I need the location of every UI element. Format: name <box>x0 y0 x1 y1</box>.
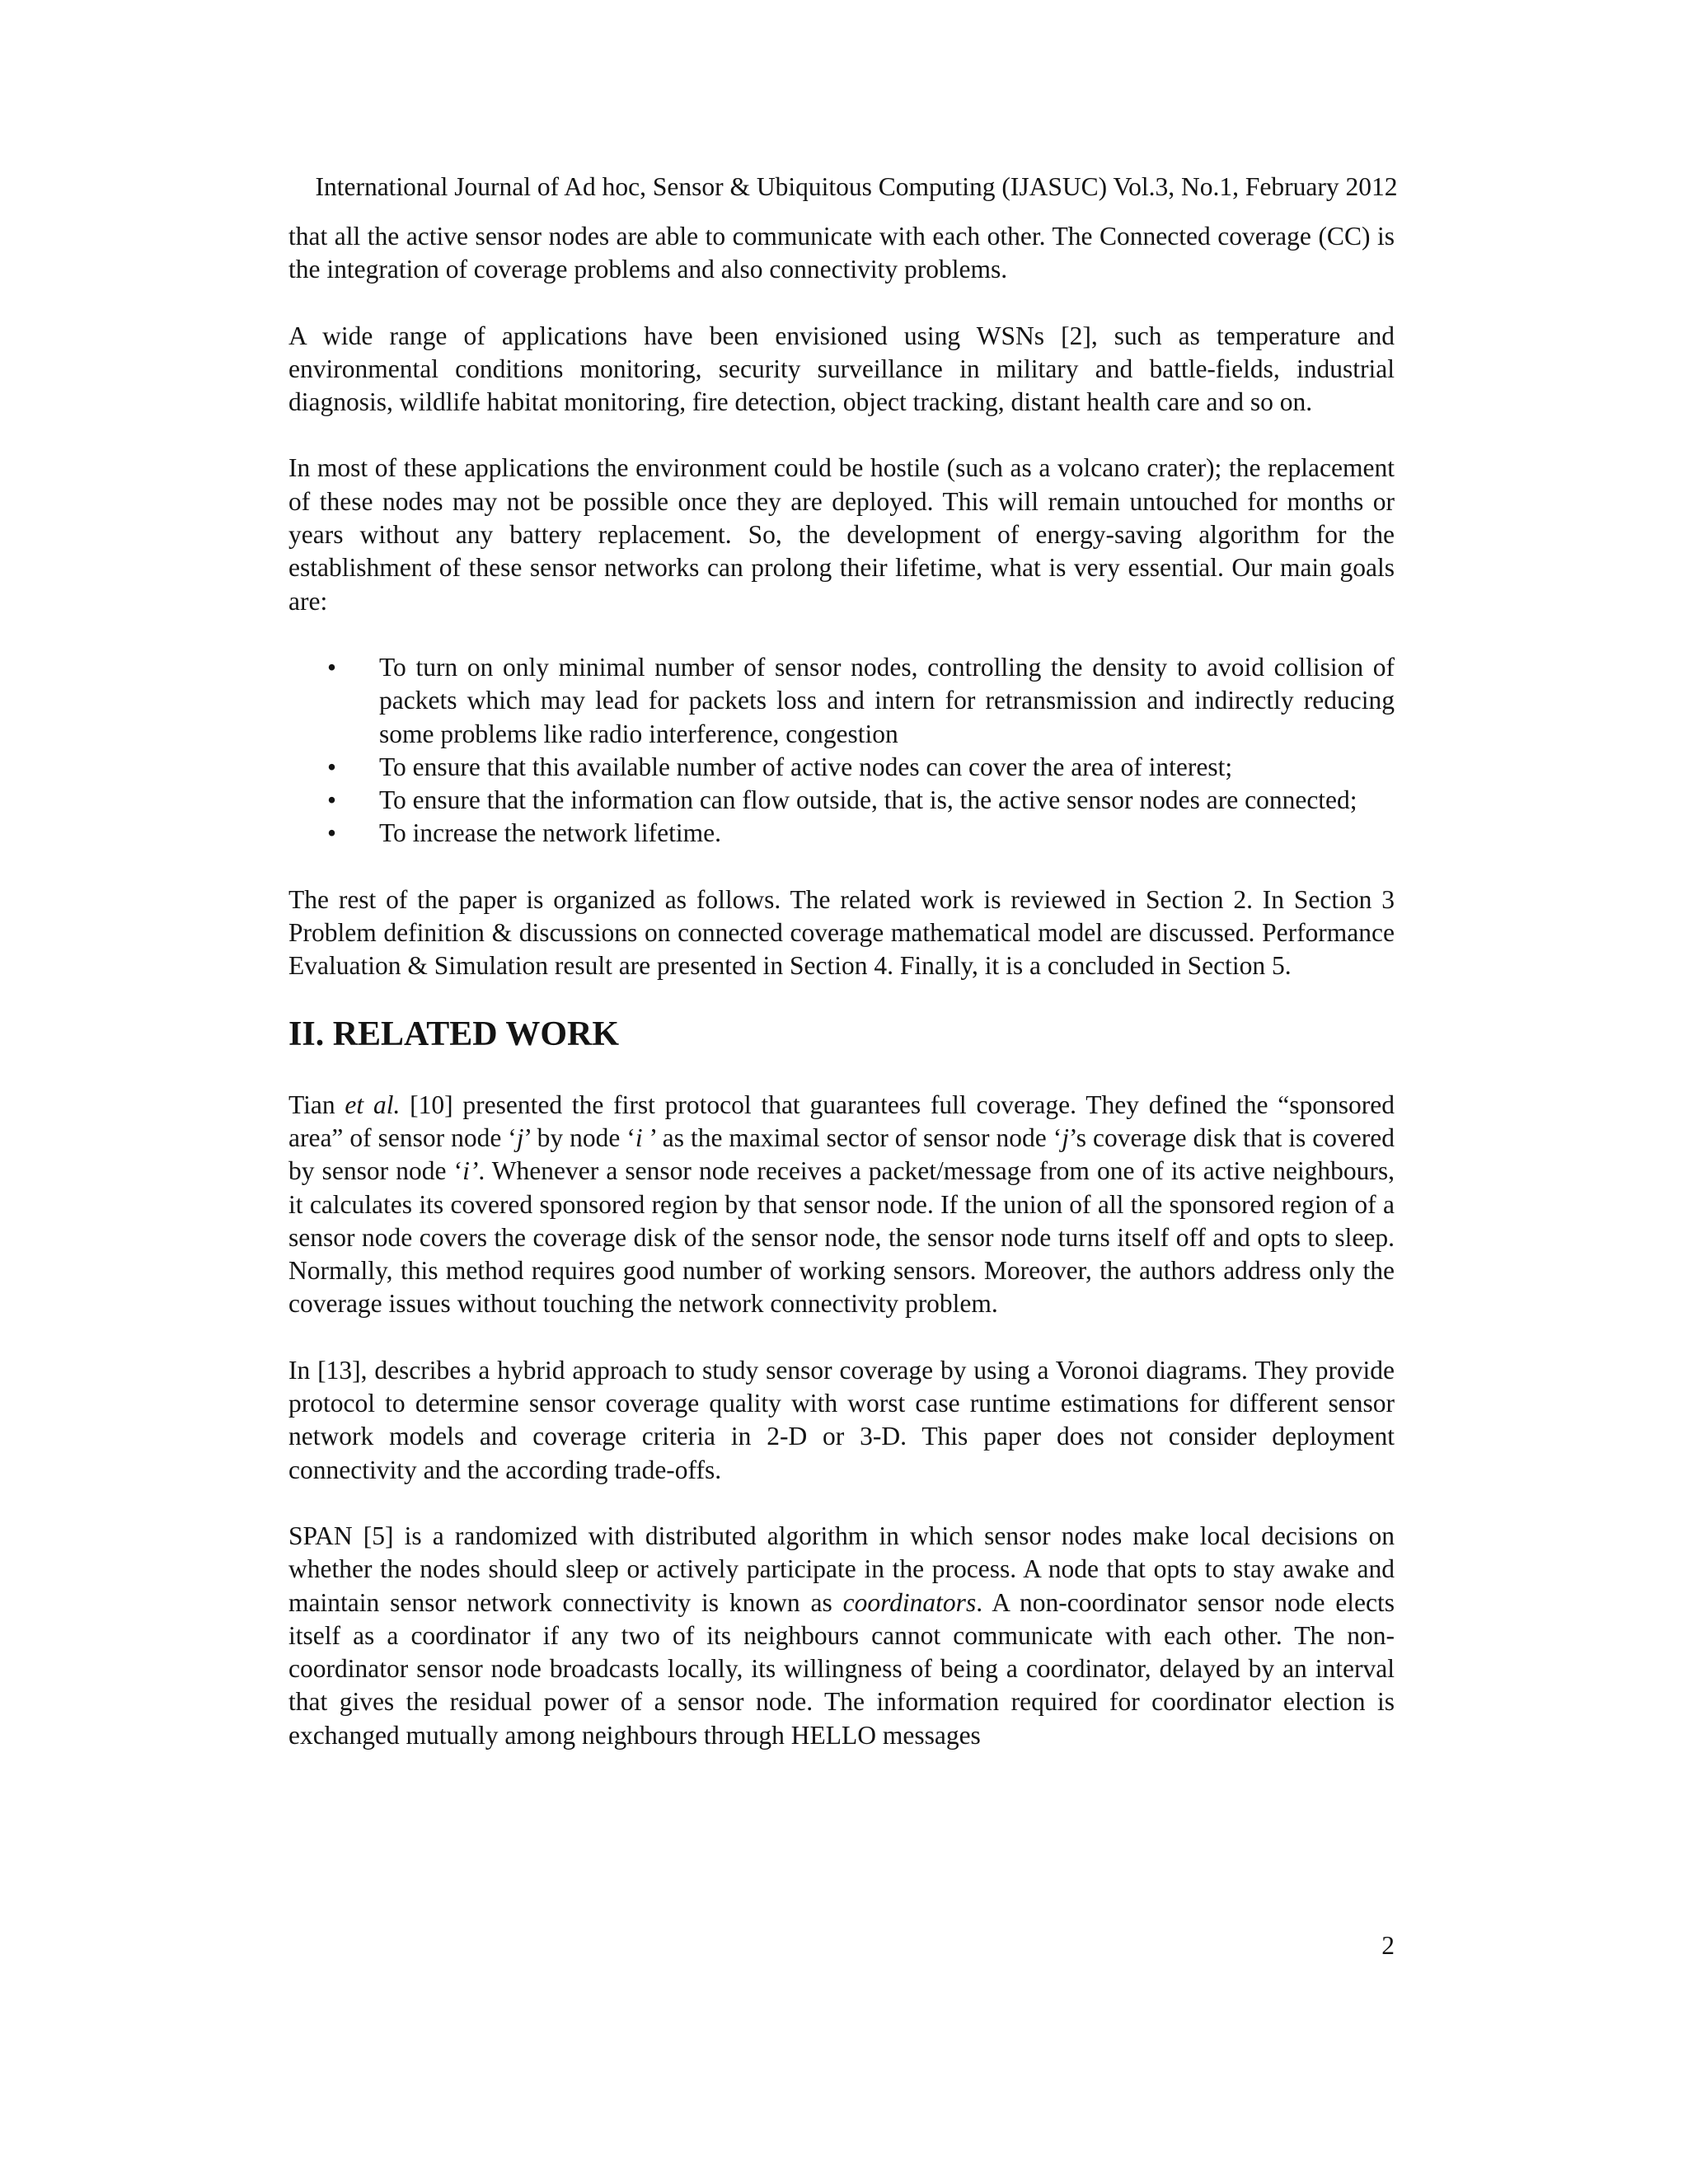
list-item <box>288 784 1395 817</box>
paragraph-tian: Tian et al. [10] presented the first protocol that guarantees full coverage. They defined the “sponsored area” of sensor node ‘j’ by node ‘i ’ as the maximal sector of sensor node ‘j’s coverage disk that is covered by sensor node ‘i’. Whenever a sensor node receives a packet/message from one of its active neighbours, it calculates its covered sponsored region by that sensor node. If the union of all the sponsored region of a sensor node covers the coverage disk of the sensor node, the sensor node turns itself off and opts to sleep. Normally, this method requires good number of working sensors. Moreover, the authors address only the coverage issues without touching the network connectivity problem. <box>288 1090 1395 1319</box>
list-item <box>288 751 1395 784</box>
bullet-icon: • <box>327 752 337 781</box>
paragraph-span: SPAN [5] is a randomized with distributed algorithm in which sensor nodes make local decisions on whether the nodes should sleep or actively participate in the process. A node that opts to stay awake and maintain sensor network connectivity is known as coordinators. A non-coordinator sensor node elects itself as a coordinator if any two of its neighbours cannot communicate with each other. The non-coordinator sensor node broadcasts locally, its willingness of being a coordinator, delayed by an interval that gives the residual power of a sensor node. The information required for coordinator election is exchanged mutually among neighbours through HELLO messages <box>288 1521 1395 1750</box>
page-number: 2 <box>1381 1931 1395 1960</box>
goal-text: To ensure that the information can flow outside, that is, the active sensor nodes are connected; <box>379 785 1357 815</box>
bullet-icon: • <box>327 785 337 815</box>
bullet-icon: • <box>327 818 337 848</box>
list-item <box>288 651 1395 751</box>
goals-list <box>288 651 1395 851</box>
goal-text: To turn on only minimal number of sensor nodes, controlling the density to avoid collision of packets which may lead for packets loss and intern for retransmission and indirectly reducing some problems like radio interference, congestion <box>379 652 1395 748</box>
paragraph-voronoi: In [13], describes a hybrid approach to study sensor coverage by using a Voronoi diagrams. They provide protocol to determine sensor coverage quality with worst case runtime estimations for different sensor network models and coverage criteria in 2-D or 3-D. This paper does not consider deployment connectivity and the according trade-offs. <box>288 1355 1395 1484</box>
goal-text: To increase the network lifetime. <box>379 818 722 848</box>
paragraph-organization: The rest of the paper is organized as follows. The related work is reviewed in Section 2. In Section 3 Problem definition & discussions on connected coverage mathematical model are discussed. Performance Evaluation & Simulation result are presented in Section 4. Finally, it is a concluded in Section 5. <box>288 884 1395 981</box>
paragraph-hostile-environment: In most of these applications the environment could be hostile (such as a volcano crater); the replacement of these nodes may not be possible once they are deployed. This will remain untouched for months or years without any battery replacement. So, the development of energy-saving algorithm for the establishment of these sensor networks can prolong their lifetime, what is very essential. Our main goals are: <box>288 453 1395 616</box>
running-header: International Journal of Ad hoc, Sensor & Ubiquitous Computing (IJASUC) Vol.3, No.1, February 2012 <box>315 172 1398 201</box>
bullet-icon: • <box>327 652 337 682</box>
paragraph-connected-coverage: that all the active sensor nodes are able to communicate with each other. The Connected coverage (CC) is the integration of coverage problems and also connectivity problems. <box>288 222 1395 284</box>
paragraph-applications: A wide range of applications have been envisioned using WSNs [2], such as temperature and environmental conditions monitoring, security surveillance in military and battle-fields, industrial diagnosis, wildlife habitat monitoring, fire detection, object tracking, distant health care and so on. <box>288 321 1395 417</box>
main-text <box>288 220 1395 1752</box>
list-item <box>288 817 1395 850</box>
section-heading: II. RELATED WORK <box>288 1015 620 1053</box>
goal-text: To ensure that this available number of active nodes can cover the area of interest; <box>379 752 1233 781</box>
